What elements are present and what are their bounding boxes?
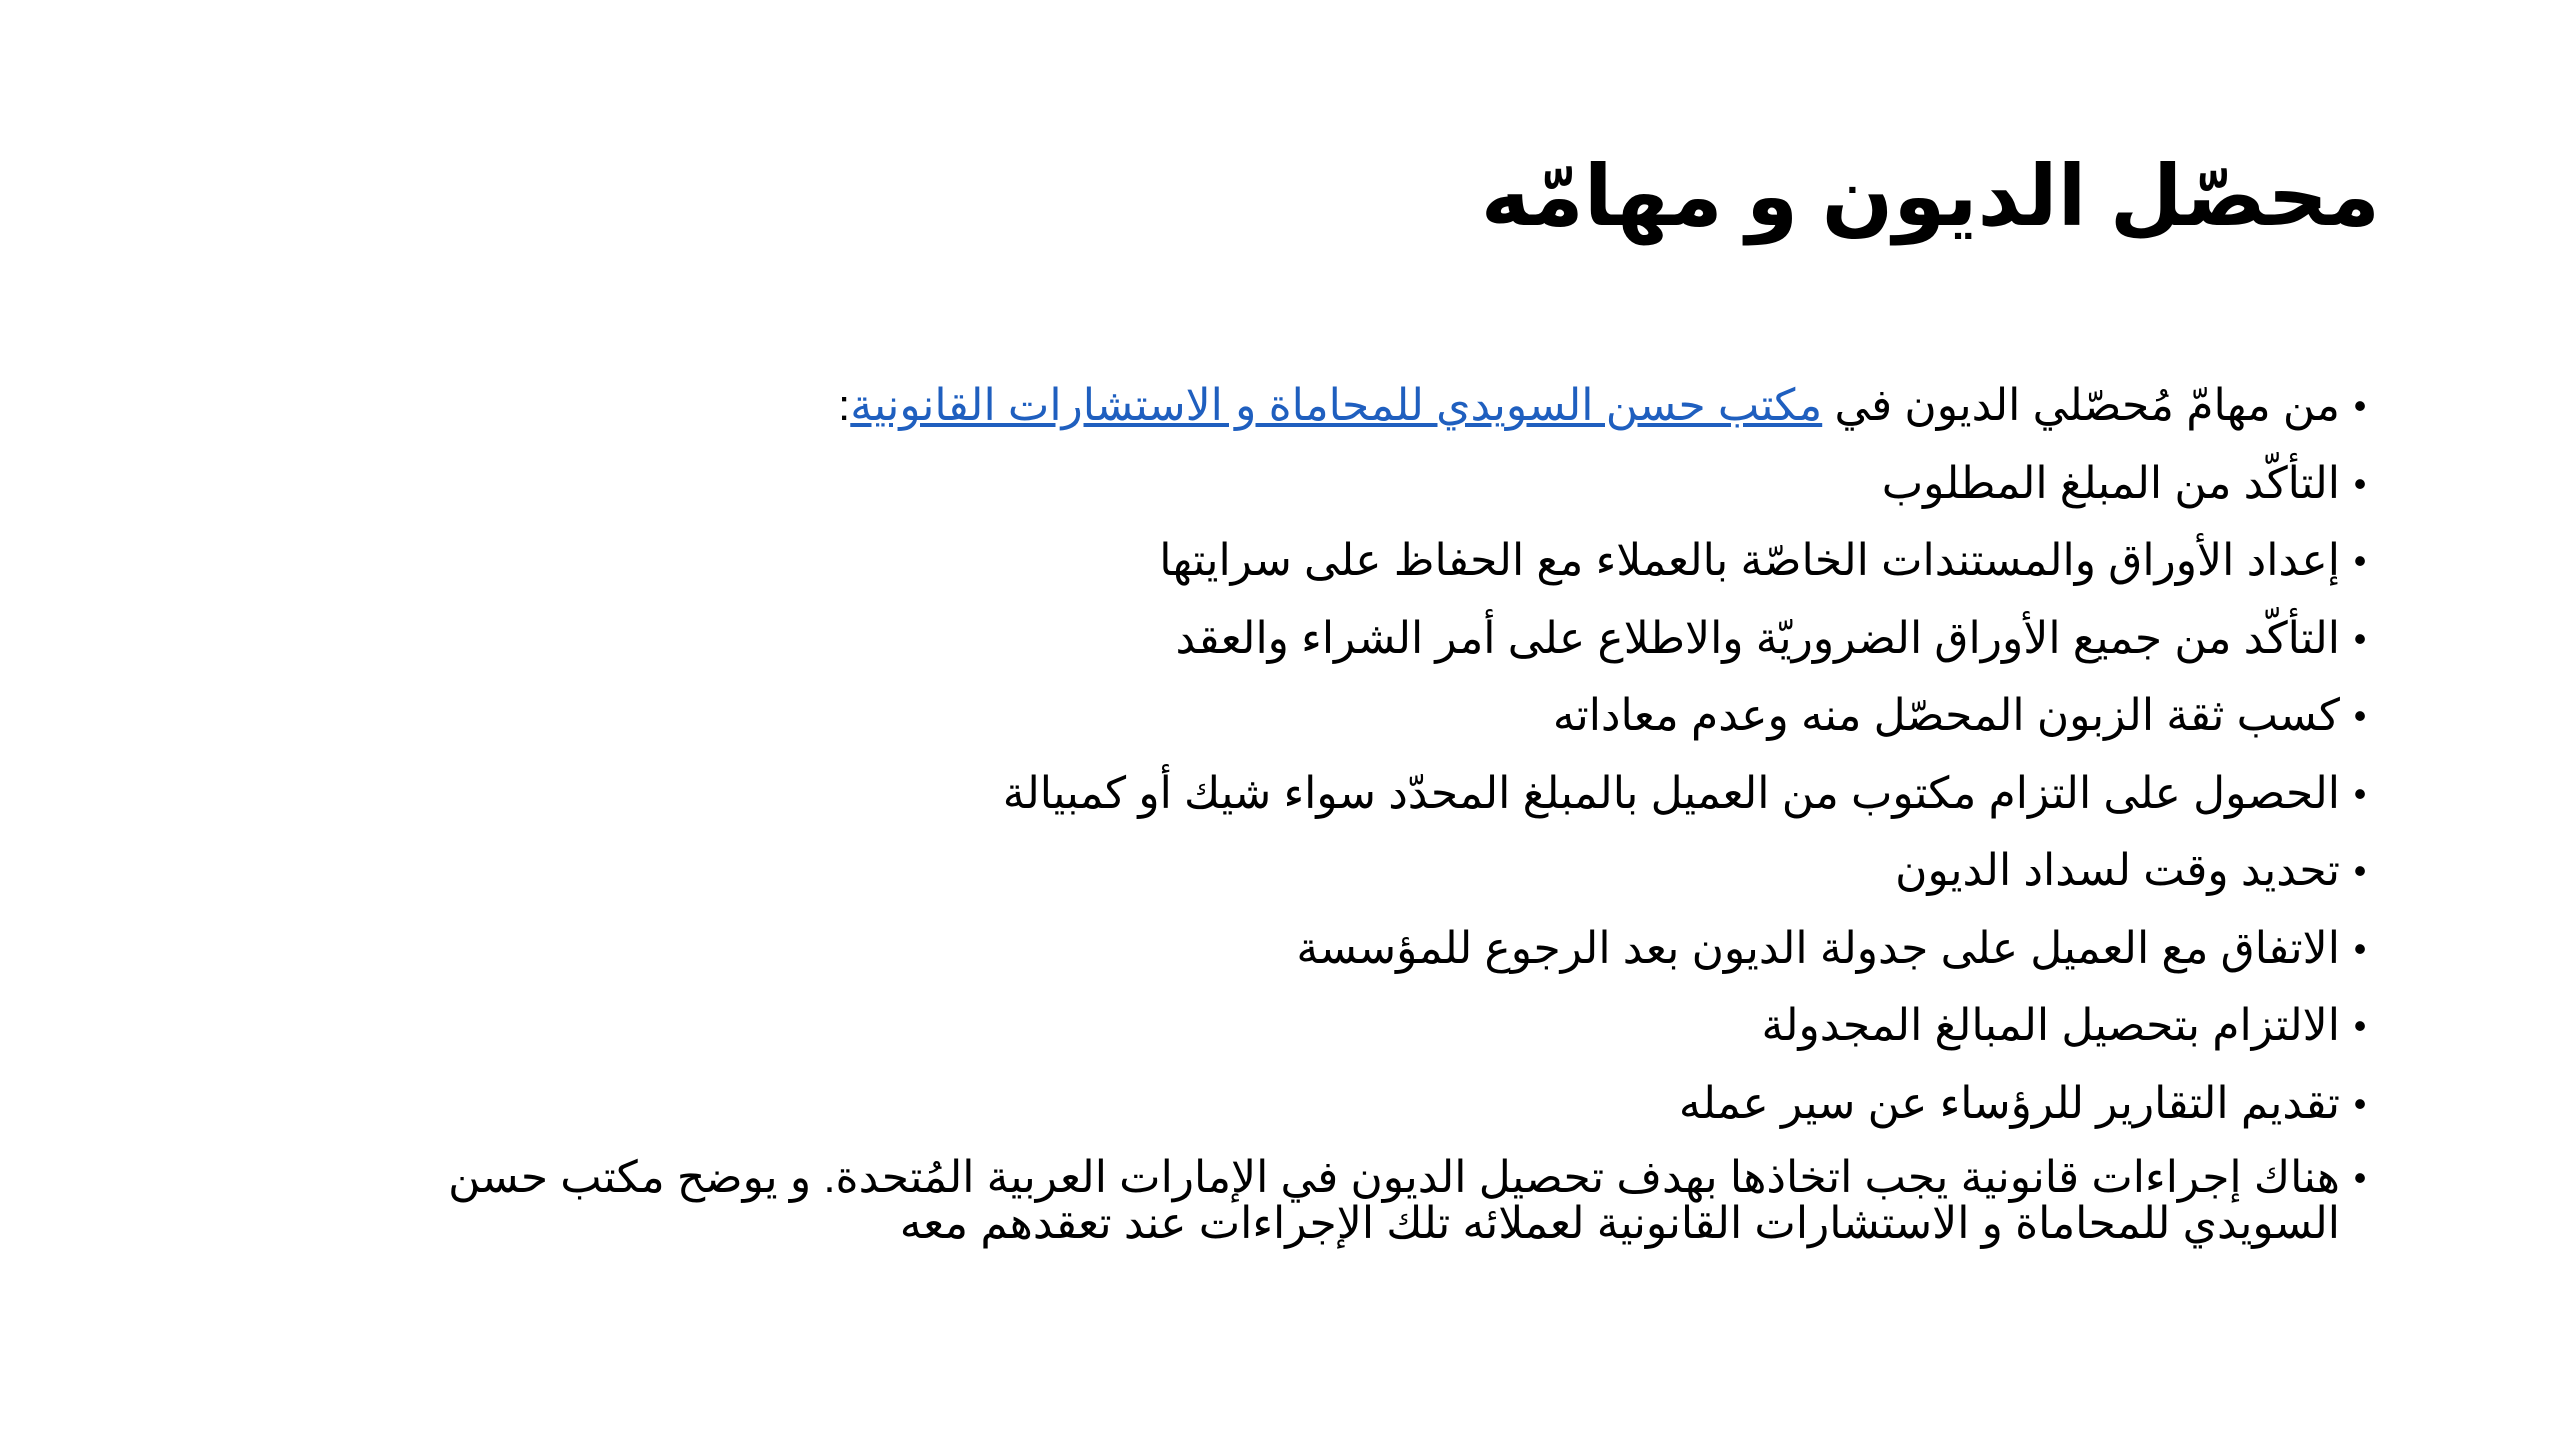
- bullet-item: [280, 613, 2380, 665]
- bullet-item: [280, 535, 2380, 587]
- bullet-text: التأكّد من المبلغ المطلوب: [1881, 458, 2340, 508]
- bullet-text: إعداد الأوراق والمستندات الخاصّة بالعملاء مع الحفاظ على سرايتها: [1159, 536, 2340, 585]
- intro-suffix: :: [838, 381, 851, 430]
- bullet-dot-icon: •: [2353, 927, 2367, 969]
- bullet-dot-icon: •: [2353, 850, 2367, 891]
- bullet-text: تقديم التقارير للرؤساء عن سير عمله: [1678, 1078, 2340, 1128]
- bullet-text: هناك إجراءات قانونية يجب اتخاذها بهدف تحصيل الديون في الإمارات العربية المُتحدة. و يوضح مكتب حسن السويدي للمحاماة و الاستشارات القانونية لعملائه تلك الإجراءات عند تعقدهم معه: [448, 1153, 2340, 1248]
- bullet-text: تحديد وقت لسداد الديون: [1895, 846, 2340, 895]
- bullet-dot-icon: •: [2353, 1005, 2367, 1046]
- slide-title: محصّل الديون و مهامّه: [1480, 149, 2380, 243]
- intro-prefix: من مهامّ مُحصّلي الديون في: [1822, 381, 2340, 430]
- bullet-item: [280, 1000, 2380, 1052]
- bullet-item: [280, 1155, 2380, 1247]
- bullet-dot-icon: •: [2353, 1157, 2367, 1198]
- bullet-item: [280, 768, 2380, 820]
- bullet-text: كسب ثقة الزبون المحصّل منه وعدم معاداته: [1552, 691, 2340, 740]
- bullet-dot-icon: •: [2353, 540, 2367, 581]
- bullet-item: [280, 923, 2380, 975]
- bullet-dot-icon: •: [2353, 695, 2367, 736]
- bullet-dot-icon: •: [2353, 772, 2367, 814]
- bullet-text: الالتزام بتحصيل المبالغ المجدولة: [1761, 1001, 2340, 1050]
- bullet-dot-icon: •: [2353, 1082, 2367, 1124]
- bullet-item: [280, 458, 2380, 510]
- bullet-dot-icon: •: [2353, 617, 2367, 659]
- bullet-text: التأكّد من جميع الأوراق الضروريّة والاطلاع على أمر الشراء والعقد: [1175, 613, 2340, 663]
- bullet-dot-icon: •: [2353, 385, 2367, 426]
- bullet-text: الحصول على التزام مكتوب من العميل بالمبلغ المحدّد سواء شيك أو كمبيالة: [1002, 768, 2340, 818]
- bullet-item-intro: [280, 380, 2380, 432]
- bullet-item: [280, 690, 2380, 742]
- bullet-text: الاتفاق مع العميل على جدولة الديون بعد الرجوع للمؤسسة: [1296, 923, 2340, 973]
- bullet-list: [280, 380, 2367, 1273]
- bullet-dot-icon: •: [2353, 462, 2367, 504]
- bullet-item: [280, 1078, 2380, 1130]
- bullet-item: [280, 845, 2380, 897]
- office-link[interactable]: مكتب حسن السويدي للمحاماة و الاستشارات القانونية: [850, 381, 1823, 430]
